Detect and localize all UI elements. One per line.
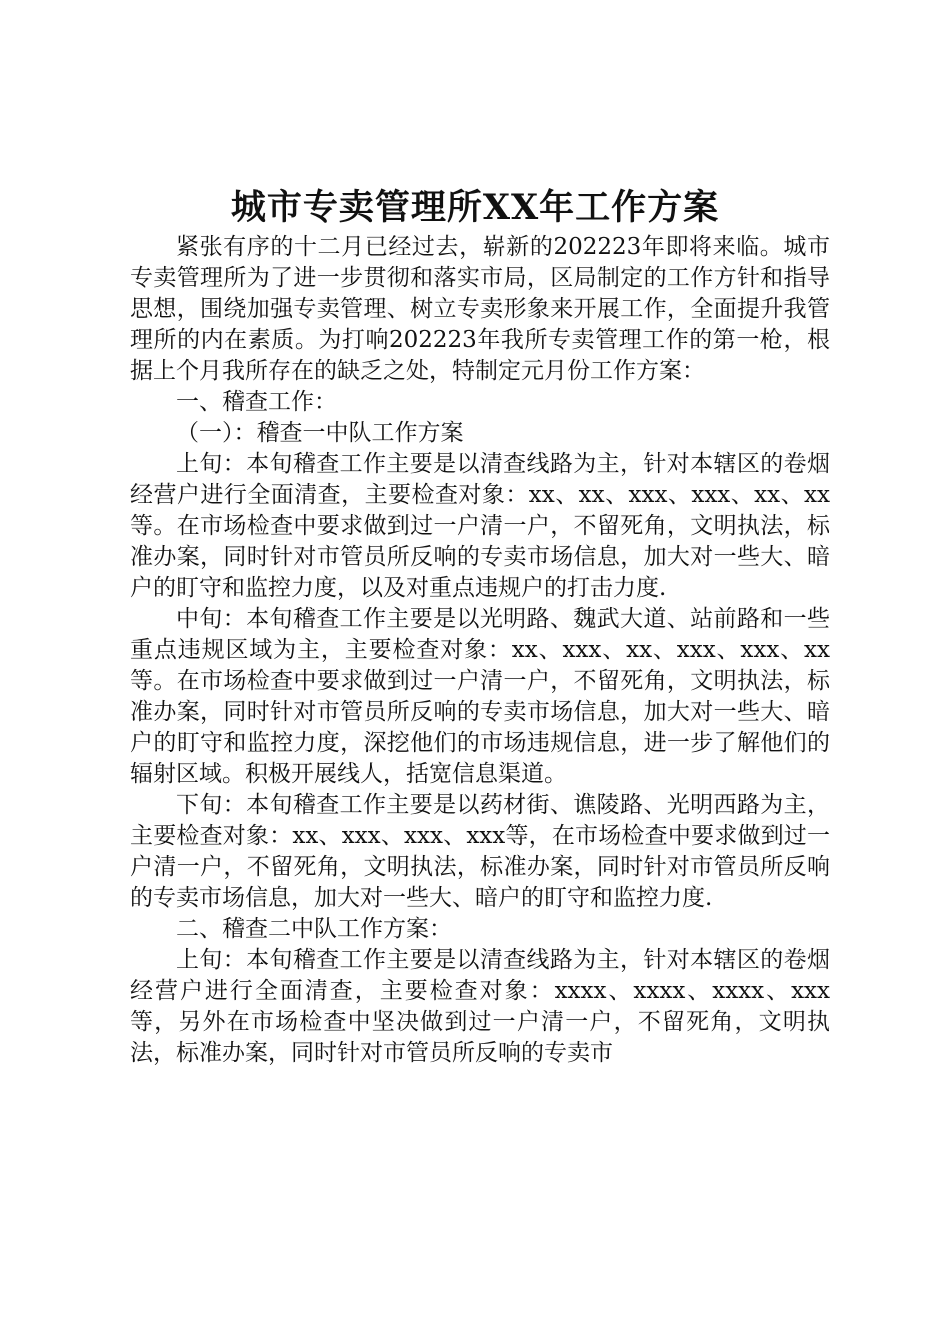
paragraph-team-one-early-month: 上旬：本旬稽查工作主要是以清查线路为主，针对本辖区的卷烟经营户进行全面清查，主要检查对象：xx、xx、xxx、xxx、xx、xx等。在市场检查中要求做到过一户清一户，不留死角，文明执法，标准办案，同时针对市管员所反响的专卖市场信息，加大对一些大、暗户的盯守和监控力度，以及对重点违规户的打击力度. <box>130 451 830 601</box>
document-body <box>130 232 830 1069</box>
paragraph-team-two-early-month: 上旬：本旬稽查工作主要是以清查线路为主，针对本辖区的卷烟经营户进行全面清查，主要检查对象：xxxx、xxxx、xxxx、xxx等，另外在市场检查中坚决做到过一户清一户，不留死角，文明执法，标准办案，同时针对市管员所反响的专卖市 <box>130 947 830 1066</box>
subsection-heading-team-one: （一）：稽查一中队工作方案 <box>176 420 464 446</box>
section-heading-team-two: 二、稽查二中队工作方案： <box>176 916 452 942</box>
section-heading-inspection: 一、稽查工作： <box>176 389 337 415</box>
document-title: 城市专卖管理所XX年工作方案 <box>230 187 720 228</box>
paragraph-team-one-late-month: 下旬：本旬稽查工作主要是以药材街、谯陵路、光明西路为主，主要检查对象：xx、xxx、xxx、xxx等，在市场检查中要求做到过一户清一户，不留死角，文明执法，标准办案，同时针对市管员所反响的专卖市场信息，加大对一些大、暗户的盯守和监控力度. <box>130 792 830 911</box>
paragraph-team-one-mid-month: 中旬：本旬稽查工作主要是以光明路、魏武大道、站前路和一些重点违规区域为主，主要检查对象：xx、xxx、xx、xxx、xxx、xx等。在市场检查中要求做到过一户清一户，不留死角，文明执法，标准办案，同时针对市管员所反响的专卖市场信息，加大对一些大、暗户的盯守和监控力度，深挖他们的市场违规信息，进一步了解他们的辐射区域。积极开展线人，括宽信息渠道。 <box>130 606 830 787</box>
intro-paragraph: 紧张有序的十二月已经过去，崭新的202223年即将来临。城市专卖管理所为了进一步贯彻和落实市局，区局制定的工作方针和指导思想，围绕加强专卖管理、树立专卖形象来开展工作，全面提升我管理所的内在素质。为打响202223年我所专卖管理工作的第一枪，根据上个月我所存在的缺乏之处，特制定元月份工作方案： <box>130 234 830 384</box>
